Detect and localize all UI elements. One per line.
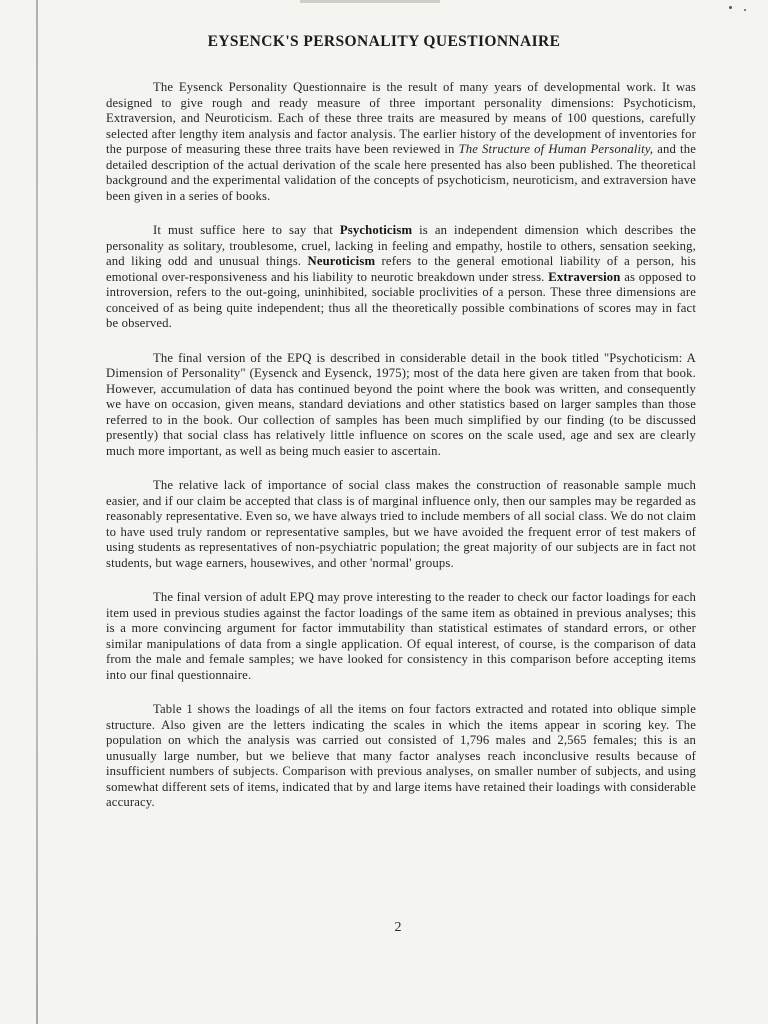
paragraph-text: and the detailed description of the actual derivation of the scale here presented has also been published. The theoretical background and the experimental validation of the concepts of psychoticism, neuroticism, and extraversion have been given in a series of books. [106,142,696,203]
paragraph-text: refers to the general emotional liability of a person, his emotional over-responsiveness and his liability to neurotic breakdown under stress. [106,254,696,284]
term-extraversion: Extraversion [548,269,621,284]
paragraph-dimensions [106,223,696,332]
paragraph-intro [106,80,696,204]
scan-speck [744,9,746,11]
paragraph-epq-version: The final version of the EPQ is described in considerable detail in the book titled "Psychoticism: A Dimension of Personality" (Eysenck and Eysenck, 1975); most of the data here given are taken from that book. However, accumulation of data has continued beyond the point where the book was written, and consequently we have on occasion, given means, standard deviations and other statistics based on larger samples than those referred to in the book. Our collection of samples has been much simplified by our finding (to be discussed presently) that social class has relatively little influence on scores on the scale used, age and sex are clearly much more important, as well as being much easier to ascertain. [106,350,696,458]
document-body [106,80,696,830]
paragraph-factor-loadings: The final version of adult EPQ may prove interesting to the reader to check our factor loadings for each item used in previous studies against the factor loadings of the same item as obtained in previous analyses; this is a more convincing argument for factor immutability than statistical estimates of standard errors, or other similar manipulations of data from a single application. Of equal interest, of course, is the comparison of data from the male and female samples; we have looked for consistency in this comparison before accepting items into our final questionnaire. [106,590,696,682]
document-title: EYSENCK'S PERSONALITY QUESTIONNAIRE [207,33,561,50]
paragraph-social-class: The relative lack of importance of social class makes the construction of reasonable sample much easier, and if our claim be accepted that class is of marginal influence only, then our samples may be regarded as reasonably representative. Even so, we have always tried to include members of all social class. We do not claim to have used truly random or representative samples, but we have avoided the frequent error of test makers of using students as representatives of non-psychiatric population; the great majority of our subjects are in fact not students, but wage earners, housewives, and other 'normal' groups. [106,478,696,570]
book-title-italic: The Structure of Human Personality, [458,142,654,156]
term-psychoticism: Psychoticism [339,223,413,237]
page-binding-edge [36,0,38,1024]
paragraph-text: is an independent dimension which describes the personality as solitary, troublesome, cruel, lacking in feeling and empathy, hostile to others, sensation seeking, and liking odd and unusual things. [106,223,696,268]
paragraph-text: as opposed to introversion, refers to the out-going, uninhibited, sociable proclivities of a person. These three dimensions are conceived of as being quite independent; thus all the theoretically possible combinations of scores may in fact be observed. [106,269,697,330]
page-top-shadow [300,0,440,3]
scan-speck [729,6,732,9]
paragraph-table-1: Table 1 shows the loadings of all the items on four factors extracted and rotated into oblique simple structure. Also given are the letters indicating the scales in which the items appear in scoring key. The population on which the analysis was carried out consisted of 1,796 males and 2,565 females; this is an unusually large number, but we believe that many factor analyses reach inconclusive results because of insufficient numbers of subjects. Comparison with previous analyses, on smaller number of subjects, and using somewhat different sets of items, indicated that by and large items have retained their loadings with considerable accuracy. [106,702,696,809]
paragraph-text: The Eysenck Personality Questionnaire is the result of many years of developmental work. It was designed to give rough and ready measure of three important personality dimensions: Psychoticism, Extraversion, and Neuroticism. Each of these three traits are measured by means of 100 questions, carefully selected after lengthy item analysis and factor analysis. The earlier history of the development of inventories for the purpose of measuring these three traits have been reviewed in [106,80,696,156]
paragraph-text: It must suffice here to say that [153,223,340,237]
term-neuroticism: Neuroticism [307,254,376,268]
page-number: 2 [394,920,402,935]
